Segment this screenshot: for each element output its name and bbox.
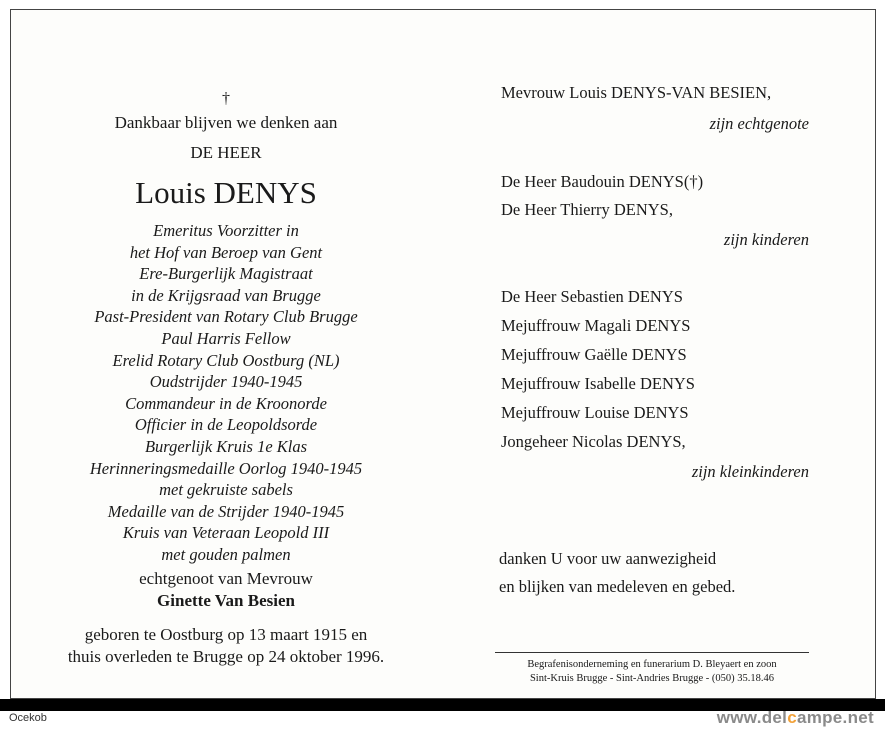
grandchild-line: Mejuffrouw Magali DENYS — [501, 316, 691, 335]
life-dates — [61, 624, 391, 668]
honours-list — [61, 220, 391, 566]
child-line: De Heer Baudouin DENYS(†) — [501, 172, 704, 191]
honorific: DE HEER — [190, 143, 262, 162]
honour-line: Ere-Burgerlijk Magistraat — [139, 264, 313, 284]
wife-line: Mevrouw Louis DENYS-VAN BESIEN, — [501, 83, 772, 102]
grandchild-line: Jongeheer Nicolas DENYS, — [501, 432, 686, 451]
watermark-accent: c — [787, 708, 797, 727]
cross-symbol: † — [222, 90, 230, 107]
honour-line: Herinneringsmedaille Oorlog 1940-1945 — [89, 458, 363, 478]
wife-role: zijn echtgenote — [709, 114, 809, 133]
divider-rule — [495, 652, 809, 653]
honour-line: Past-President van Rotary Club Brugge — [94, 307, 358, 327]
grandchildren-role: zijn kleinkinderen — [691, 462, 809, 481]
grandchild-line: De Heer Sebastien DENYS — [501, 287, 683, 306]
intro-text: Dankbaar blijven we denken aan — [114, 113, 338, 132]
honour-line: in de Krijgsraad van Brugge — [131, 285, 321, 305]
seller-watermark: Ocekob — [9, 712, 47, 724]
honour-line: Medaille van de Strijder 1940-1945 — [107, 501, 345, 521]
funeral-home-name: Begrafenisonderneming en funerarium D. Bleyaert en zoon — [527, 659, 777, 670]
watermark-prefix: www.del — [716, 708, 788, 727]
funeral-home-address: Sint-Kruis Brugge - Sint-Andries Brugge - (050) 35.18.46 — [529, 673, 775, 684]
honour-line: Commandeur in de Kroonorde — [125, 393, 327, 413]
honour-line: Kruis van Veteraan Leopold III — [122, 523, 330, 543]
honour-line: met gekruiste sabels — [159, 480, 293, 500]
birth-line: geboren te Oostburg op 13 maart 1915 en — [84, 625, 368, 644]
honour-line: Emeritus Voorzitter in — [153, 221, 299, 240]
honour-line: Erelid Rotary Club Oostburg (NL) — [112, 350, 340, 370]
grandchild-line: Mejuffrouw Louise DENYS — [501, 403, 689, 422]
watermark-suffix: ampe.net — [796, 708, 874, 727]
honour-line: met gouden palmen — [161, 544, 291, 564]
grandchild-line: Mejuffrouw Gaëlle DENYS — [501, 345, 687, 364]
spouse-intro: echtgenoot van Mevrouw — [139, 569, 313, 588]
honour-line: het Hof van Beroep van Gent — [129, 242, 323, 262]
death-line: thuis overleden te Brugge op 24 oktober 1996. — [67, 647, 385, 666]
thanks-line: danken U voor uw aanwezigheid — [499, 549, 717, 568]
child-line: De Heer Thierry DENYS, — [501, 200, 673, 219]
deceased-name: Louis DENYS — [135, 175, 317, 210]
honour-line: Paul Harris Fellow — [161, 328, 291, 348]
site-watermark — [717, 708, 874, 728]
thanks-line: en blijken van medeleven en gebed. — [499, 577, 736, 596]
honour-line: Officier in de Leopoldsorde — [134, 415, 318, 435]
memorial-card — [10, 9, 876, 699]
honour-line: Burgerlijk Kruis 1e Klas — [144, 436, 308, 456]
honour-line: Oudstrijder 1940-1945 — [149, 372, 303, 392]
spouse-name: Ginette Van Besien — [157, 591, 295, 610]
children-role: zijn kinderen — [723, 230, 809, 249]
grandchild-line: Mejuffrouw Isabelle DENYS — [501, 374, 695, 393]
